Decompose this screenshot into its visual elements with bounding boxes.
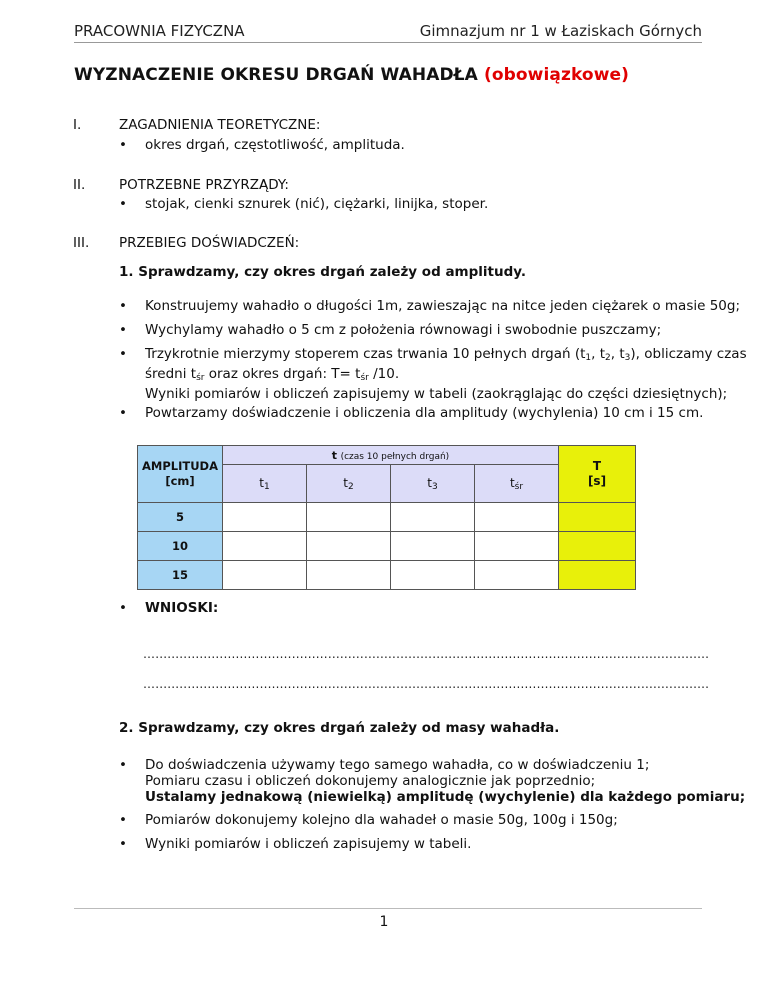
data-cell[interactable] [475, 503, 559, 532]
page-title [74, 65, 629, 85]
measurement-table [137, 445, 636, 590]
period-cell[interactable] [559, 532, 636, 561]
title-main: WYZNACZENIE OKRESU DRGAŃ WAHADŁA [74, 65, 478, 85]
section-2-number: II. [73, 177, 86, 193]
data-cell[interactable] [475, 532, 559, 561]
col-t1: $t_1$ [223, 465, 307, 503]
data-cell[interactable] [391, 561, 475, 590]
title-tag: (obowiązkowe) [483, 65, 629, 85]
amplitude-cell: 5 [138, 503, 223, 532]
section-3-heading [73, 235, 299, 251]
period-header: T [s] [559, 446, 636, 503]
section-2-bullet-text: stojak, cienki sznurek (nić), ciężarki, linijka, stoper. [145, 196, 489, 212]
col-t2: $t_2$ [307, 465, 391, 503]
section-2-bullet [119, 196, 488, 212]
item-text: Pomiarów dokonujemy kolejno dla wahadeł o masie 50g, 100g i 150g; [145, 812, 618, 828]
bullet-icon: • [119, 405, 127, 421]
item-3-line-2: średni $t_{śr}$ oraz okres drgań: $T= t_{śr}$ /10. [145, 366, 400, 383]
item-3-line-1: Trzykrotnie mierzymy stoperem czas trwania 10 pełnych drgań ($t_1$, $t_2$, $t_3$), obliczamy czas [145, 346, 747, 363]
bullet-icon: • [119, 322, 127, 338]
period-cell[interactable] [559, 561, 636, 590]
section-2-heading [73, 177, 289, 193]
data-cell[interactable] [307, 503, 391, 532]
bullet-icon: • [119, 196, 127, 212]
answer-line-2[interactable]: ….......................................................................................................................................... [143, 677, 710, 691]
data-cell[interactable] [307, 532, 391, 561]
section-3-number: III. [73, 235, 90, 251]
col-t3: $t_3$ [391, 465, 475, 503]
section-1-heading [73, 117, 320, 133]
data-cell[interactable] [307, 561, 391, 590]
table-row [138, 532, 636, 561]
period-cell[interactable] [559, 503, 636, 532]
bullet-icon: • [119, 757, 127, 773]
item-1-line-1: Do doświadczenia używamy tego samego wahadła, co w doświadczeniu 1; [145, 757, 650, 773]
section-1-number: I. [73, 117, 82, 133]
item-text: Wychylamy wahadło o 5 cm z położenia równowagi i swobodnie puszczamy; [145, 322, 662, 338]
table-row [138, 561, 636, 590]
data-cell[interactable] [223, 532, 307, 561]
data-cell[interactable] [223, 561, 307, 590]
section-3-label: PRZEBIEG DOŚWIADCZEŃ: [119, 235, 300, 251]
page-number: 1 [379, 914, 389, 930]
bullet-icon: • [119, 600, 127, 616]
item-1-line-2: Pomiaru czasu i obliczeń dokonujemy analogicznie jak poprzednio; [145, 773, 596, 789]
data-cell[interactable] [223, 503, 307, 532]
answer-line-1[interactable]: ….......................................................................................................................................... [143, 647, 710, 661]
item-1-line-3: Ustalamy jednakową (niewielką) amplitudę (wychylenie) dla każdego pomiaru; [145, 789, 746, 805]
item-3-line-3: Wyniki pomiarów i obliczeń zapisujemy w tabeli (zaokrąglając do części dziesiętnych); [145, 386, 728, 402]
bullet-icon: • [119, 836, 127, 852]
experiment-2-heading: 2. Sprawdzamy, czy okres drgań zależy od masy wahadła. [119, 720, 560, 736]
header-divider [74, 42, 702, 43]
footer-divider [74, 908, 702, 909]
conclusions-label: WNIOSKI: [145, 600, 219, 616]
item-text: Konstruujemy wahadło o długości 1m, zawieszając na nitce jeden ciężarek o masie 50g; [145, 298, 740, 314]
amplitude-cell: 10 [138, 532, 223, 561]
data-cell[interactable] [475, 561, 559, 590]
data-cell[interactable] [391, 503, 475, 532]
amplitude-header: AMPLITUDA [cm] [138, 446, 223, 503]
experiment-1-heading: 1. Sprawdzamy, czy okres drgań zależy od amplitudy. [119, 264, 526, 280]
item-text: Wyniki pomiarów i obliczeń zapisujemy w tabeli. [145, 836, 472, 852]
amplitude-cell: 15 [138, 561, 223, 590]
col-tsr: $t_{śr}$ [475, 465, 559, 503]
section-1-label: ZAGADNIENIA TEORETYCZNE: [119, 117, 321, 133]
section-2-label: POTRZEBNE PRZYRZĄDY: [119, 177, 289, 193]
section-1-bullet [119, 137, 405, 153]
header-right: Gimnazjum nr 1 w Łaziskach Górnych [419, 22, 702, 40]
bullet-icon: • [119, 812, 127, 828]
time-header: t (czas 10 pełnych drgań) [223, 446, 559, 465]
item-text: Powtarzamy doświadczenie i obliczenia dla amplitudy (wychylenia) 10 cm i 15 cm. [145, 405, 704, 421]
bullet-icon: • [119, 346, 127, 362]
bullet-icon: • [119, 298, 127, 314]
bullet-icon: • [119, 137, 127, 153]
section-1-bullet-text: okres drgań, częstotliwość, amplituda. [145, 137, 405, 153]
data-cell[interactable] [391, 532, 475, 561]
header-left: PRACOWNIA FIZYCZNA [74, 22, 245, 40]
table-row [138, 503, 636, 532]
